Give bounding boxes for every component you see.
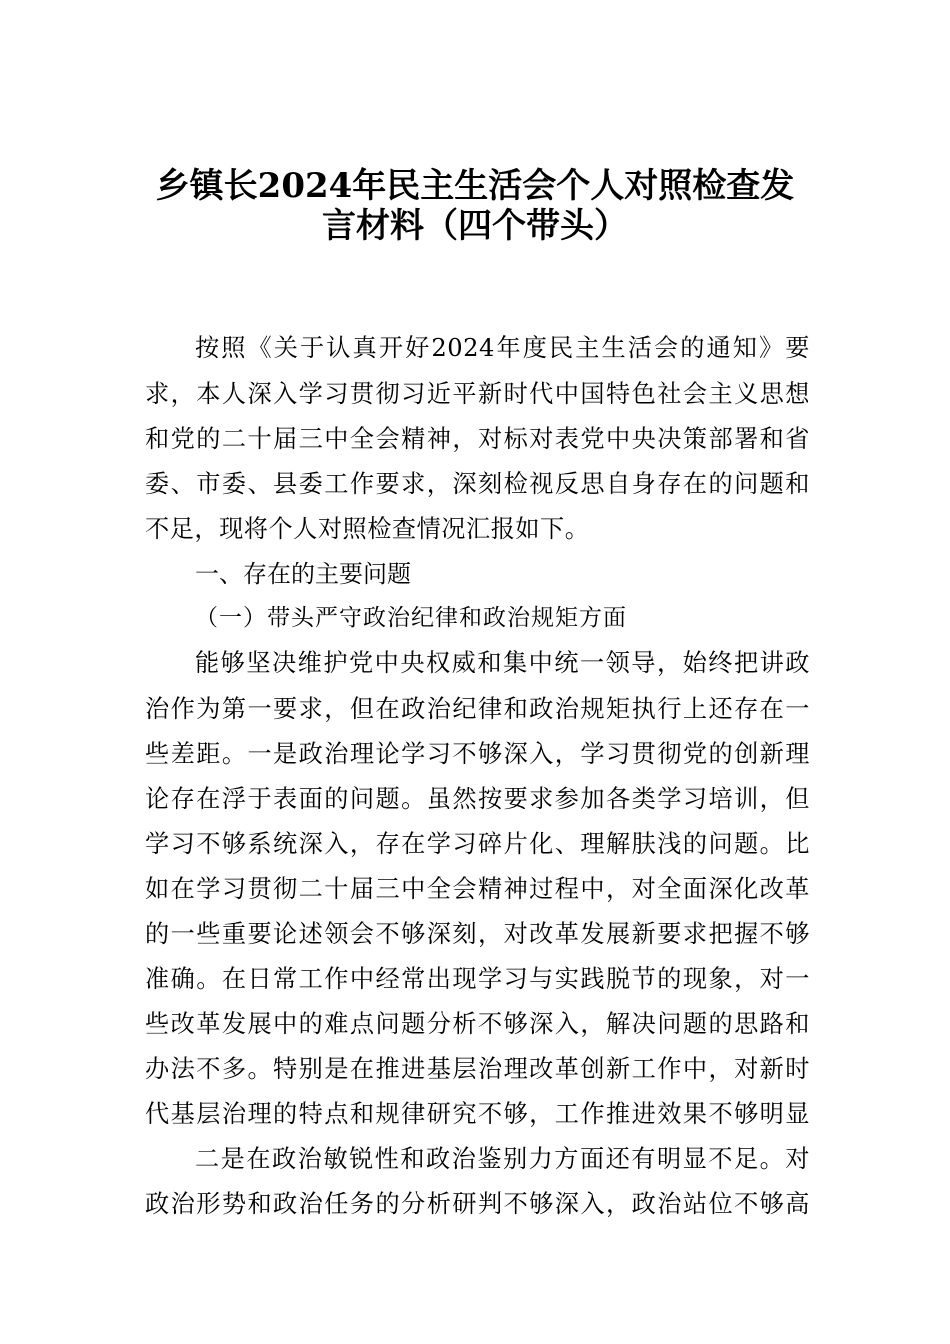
paragraph-line: 学习不够系统深入，存在学习碎片化、理解肤浅的问题。比 <box>145 830 810 858</box>
paragraph-line: 的一些重要论述领会不够深刻，对改革发展新要求把握不够 <box>145 920 810 948</box>
paragraph-line: 准确。在日常工作中经常出现学习与实践脱节的现象，对一 <box>145 965 810 993</box>
paragraph-line: 二是在政治敏锐性和政治鉴别力方面还有明显不足。对 <box>195 1145 810 1173</box>
paragraph-line: 能够坚决维护党中央权威和集中统一领导，始终把讲政 <box>195 649 810 677</box>
section-heading: 一、存在的主要问题 <box>195 560 411 588</box>
document-title-line-2: 言材料（四个带头） <box>322 206 628 246</box>
paragraph-line: 论存在浮于表面的问题。虽然按要求参加各类学习培训，但 <box>145 785 810 813</box>
paragraph-line: 办法不多。特别是在推进基层治理改革创新工作中，对新时 <box>145 1055 810 1083</box>
paragraph-line: 些差距。一是政治理论学习不够深入，学习贯彻党的创新理 <box>145 740 810 768</box>
paragraph-line: 治作为第一要求，但在政治纪律和政治规矩执行上还存在一 <box>145 695 810 723</box>
paragraph-line: 些改革发展中的难点问题分析不够深入，解决问题的思路和 <box>145 1010 810 1038</box>
paragraph-line: 代基层治理的特点和规律研究不够，工作推进效果不够明显 <box>145 1100 810 1128</box>
intro-line: 不足，现将个人对照检查情况汇报如下。 <box>145 515 590 543</box>
intro-line: 和党的二十届三中全会精神，对标对表党中央决策部署和省 <box>145 425 810 453</box>
intro-line: 委、市委、县委工作要求，深刻检视反思自身存在的问题和 <box>145 470 810 498</box>
document-title-line-1: 乡镇长2024年民主生活会个人对照检查发 <box>155 166 795 206</box>
subsection-heading: （一）带头严守政治纪律和政治规矩方面 <box>195 605 627 631</box>
paragraph-line: 如在学习贯彻二十届三中全会精神过程中，对全面深化改革 <box>145 875 810 903</box>
intro-line: 按照《关于认真开好2024年度民主生活会的通知》要 <box>195 334 810 362</box>
paragraph-line: 政治形势和政治任务的分析研判不够深入，政治站位不够高 <box>145 1190 810 1218</box>
intro-line: 求，本人深入学习贯彻习近平新时代中国特色社会主义思想 <box>145 380 810 408</box>
